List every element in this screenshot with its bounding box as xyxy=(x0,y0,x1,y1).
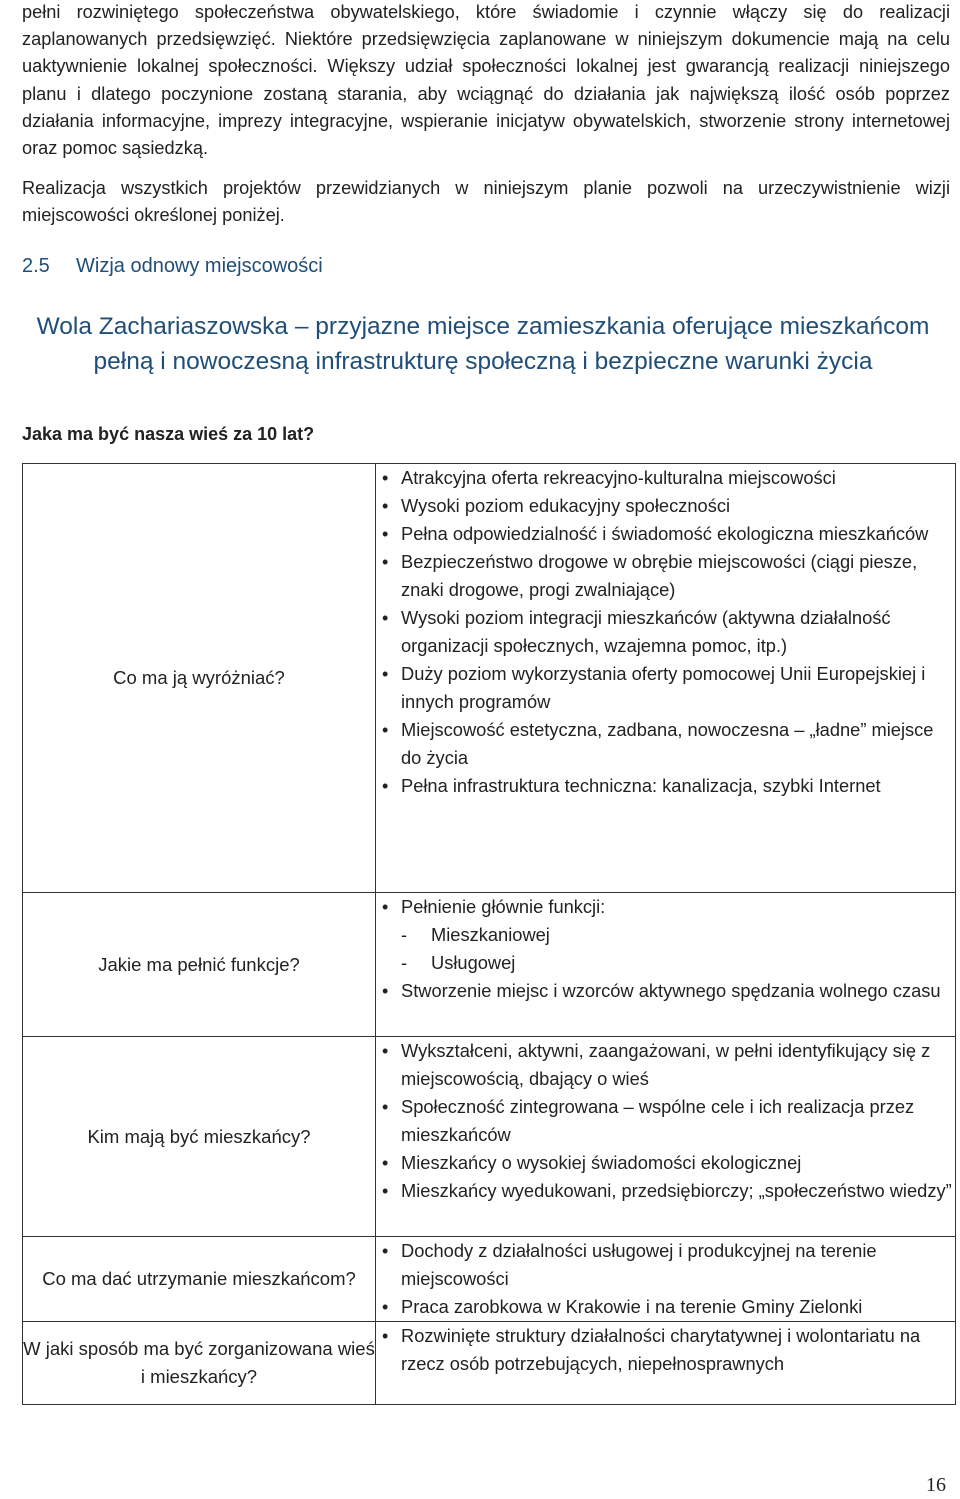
list-item: • Dochody z działalności usługowej i produkcyjnej na terenie miejscowości xyxy=(376,1237,955,1293)
question-cell: Kim mają być mieszkańcy? xyxy=(23,1037,376,1237)
table-row xyxy=(23,1322,956,1405)
list-item: • Miejscowość estetyczna, zadbana, nowoczesna – „ładne” miejsce do życia xyxy=(376,716,955,772)
sub-list-item: - Usługowej xyxy=(401,952,516,973)
list-item: • Praca zarobkowa w Krakowie i na terenie Gminy Zielonki xyxy=(376,1293,955,1321)
answer-list xyxy=(376,464,955,800)
vision-table xyxy=(22,463,956,1405)
list-item: • Pełnienie głównie funkcji: xyxy=(376,893,955,921)
answer-cell xyxy=(376,1037,956,1237)
answer-list xyxy=(376,1037,955,1205)
answer-list xyxy=(376,893,955,921)
page-number: 16 xyxy=(926,1474,946,1496)
question-cell: Jakie ma pełnić funkcje? xyxy=(23,893,376,1037)
section-title: Wizja odnowy miejscowości xyxy=(76,255,323,277)
question-cell: Co ma dać utrzymanie mieszkańcom? xyxy=(23,1237,376,1322)
list-item: • Wysoki poziom integracji mieszkańców (aktywna działalność organizacji społecznych, wzajemna pomoc, itp.) xyxy=(376,604,955,660)
list-item: • Duży poziom wykorzystania oferty pomocowej Unii Europejskiej i innych programów xyxy=(376,660,955,716)
sub-list-item: - Mieszkaniowej xyxy=(401,924,550,945)
list-item: • Społeczność zintegrowana – wspólne cele i ich realizacja przez mieszkańców xyxy=(376,1093,955,1149)
list-item: • Atrakcyjna oferta rekreacyjno-kulturalna miejscowości xyxy=(376,464,955,492)
answer-cell xyxy=(376,464,956,893)
table-title: Jaka ma być nasza wieś za 10 lat? xyxy=(22,424,315,444)
realization-paragraph: Realizacja wszystkich projektów przewidzianych w niniejszym planie pozwoli na urzeczywistnienie wizji miejscowości określonej poniżej. xyxy=(22,178,950,226)
list-item: • Rozwinięte struktury działalności charytatywnej i wolontariatu na rzecz osób potrzebujących, niepełnosprawnych xyxy=(376,1322,955,1378)
table-row xyxy=(23,464,956,893)
list-item: • Stworzenie miejsc i wzorców aktywnego spędzania wolnego czasu xyxy=(376,977,955,1005)
answer-list xyxy=(376,1322,955,1378)
answer-cell xyxy=(376,1237,956,1322)
answer-cell xyxy=(376,1322,956,1405)
intro-paragraph: pełni rozwiniętego społeczeństwa obywatelskiego, które świadomie i czynnie włączy się do realizacji zaplanowanych przedsięwzięć. Niektóre przedsięwzięcia zaplanowane w niniejszym dokumencie mają na celu uaktywnienie lokalnej społeczności. Większy udział społeczności lokalnej jest gwarancją realizacji niniejszego planu i dlatego poczynione zostaną starania, aby wciągnąć do działania jak największą ilość osób poprzez działania informacyjne, imprezy integracyjne, wspieranie inicjatyw obywatelskich, stworzenie strony internetowej oraz pomoc sąsiedzką. xyxy=(22,2,950,159)
list-item: • Mieszkańcy wyedukowani, przedsiębiorczy; „społeczeństwo wiedzy” xyxy=(376,1177,955,1205)
list-item: • Wysoki poziom edukacyjny społeczności xyxy=(376,492,955,520)
answer-cell xyxy=(376,893,956,1037)
list-item: • Pełna infrastruktura techniczna: kanalizacja, szybki Internet xyxy=(376,772,955,800)
answer-list xyxy=(376,977,955,1005)
section-number: 2.5 xyxy=(22,255,50,277)
list-item: • Wykształceni, aktywni, zaangażowani, w pełni identyfikujący się z miejscowością, dbający o wieś xyxy=(376,1037,955,1093)
answer-list xyxy=(376,1237,955,1321)
list-item: • Pełna odpowiedzialność i świadomość ekologiczna mieszkańców xyxy=(376,520,955,548)
question-cell: Co ma ją wyróżniać? xyxy=(23,464,376,893)
section-heading xyxy=(22,255,323,278)
table-row xyxy=(23,1037,956,1237)
table-row xyxy=(23,893,956,1037)
vision-statement: Wola Zachariaszowska – przyjazne miejsce zamieszkania oferujące mieszkańcom pełną i nowoczesną infrastrukturę społeczną i bezpieczne warunki życia xyxy=(36,313,930,375)
list-item: • Bezpieczeństwo drogowe w obrębie miejscowości (ciągi piesze, znaki drogowe, progi zwalniające) xyxy=(376,548,955,604)
table-row xyxy=(23,1237,956,1322)
list-item: • Mieszkańcy o wysokiej świadomości ekologicznej xyxy=(376,1149,955,1177)
question-cell: W jaki sposób ma być zorganizowana wieś i mieszkańcy? xyxy=(23,1322,376,1405)
